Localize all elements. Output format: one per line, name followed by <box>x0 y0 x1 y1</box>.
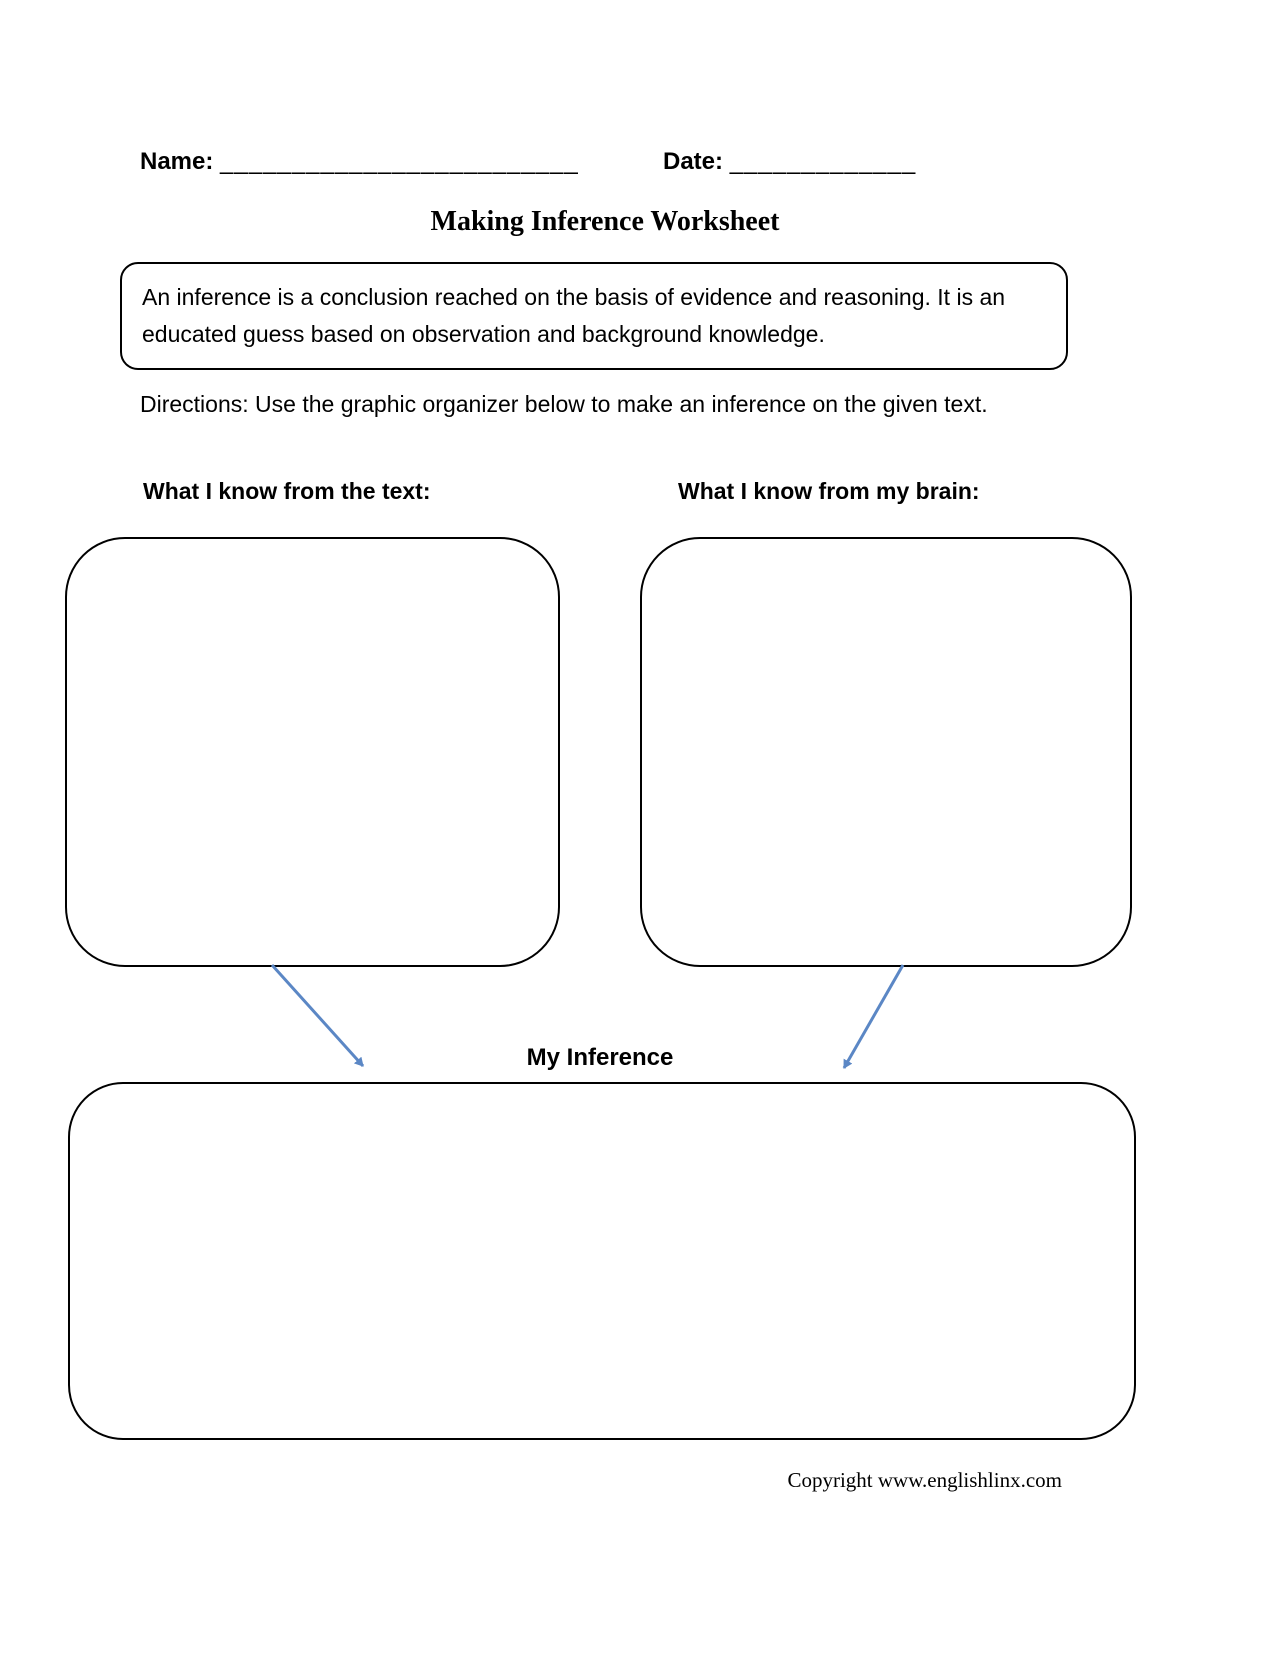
date-blank-field[interactable]: _____________ <box>729 148 917 175</box>
inference-label: My Inference <box>526 1044 674 1071</box>
inference-box[interactable] <box>68 1082 1136 1440</box>
definition-box <box>120 262 1068 370</box>
text-evidence-box[interactable] <box>65 537 560 967</box>
name-blank-field[interactable]: _________________________ <box>220 148 579 175</box>
background-knowledge-box[interactable] <box>640 537 1132 967</box>
name-line <box>140 148 579 176</box>
brain-box-label: What I know from my brain: <box>678 478 980 504</box>
text-box-label: What I know from the text: <box>143 478 431 504</box>
name-label: Name: <box>140 148 214 175</box>
date-label: Date: <box>663 148 724 175</box>
directions-text: Directions: Use the graphic organizer below to make an inference on the given text. <box>140 391 988 417</box>
page-title: Making Inference Worksheet <box>430 206 780 237</box>
definition-text: An inference is a conclusion reached on the basis of evidence and reasoning. It is an educated guess based on observation and background knowledge. <box>142 284 1006 347</box>
copyright-text: Copyright www.englishlinx.com <box>787 1468 1062 1492</box>
date-line <box>663 148 916 176</box>
